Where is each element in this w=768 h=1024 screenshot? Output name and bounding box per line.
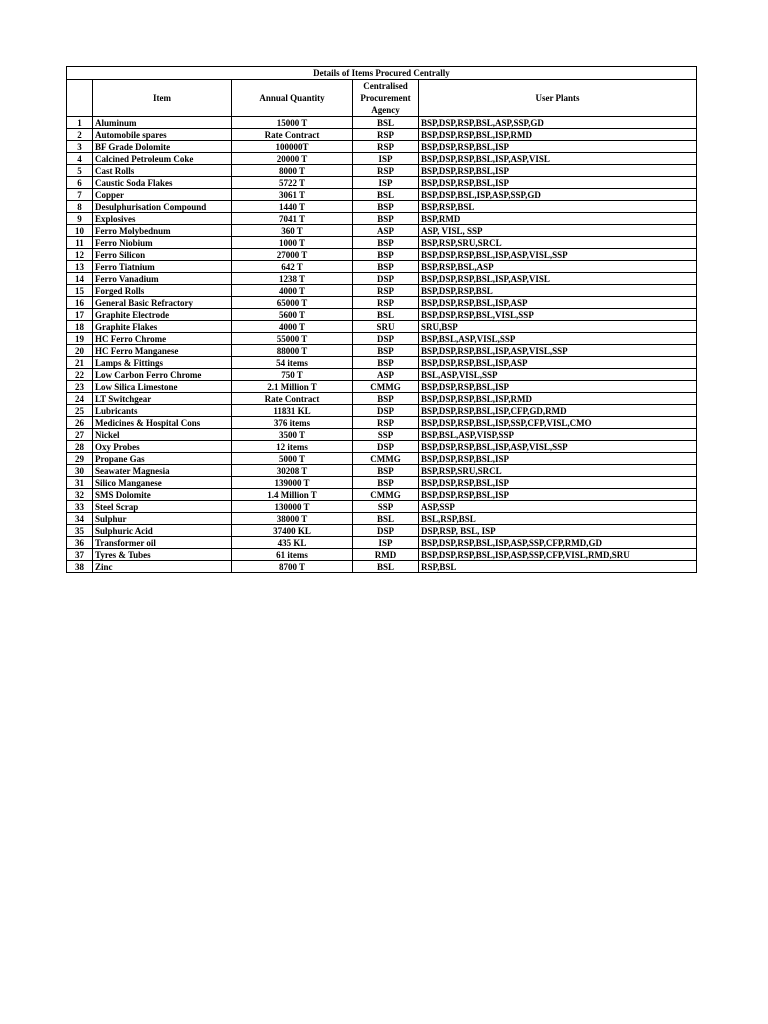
table-row <box>67 561 697 573</box>
procurement-agency: BSP <box>353 261 419 273</box>
user-plants: BSP,DSP,RSP,BSL,ISP,ASP,VISL,SSP <box>419 441 697 453</box>
annual-quantity: 1.4 Million T <box>232 489 353 501</box>
user-plants: BSP,DSP,RSP,BSL,ISP,SSP,CFP,VISL,CMO <box>419 417 697 429</box>
row-number: 22 <box>67 369 93 381</box>
item-name: Ferro Niobium <box>93 237 232 249</box>
row-number: 38 <box>67 561 93 573</box>
annual-quantity: 1000 T <box>232 237 353 249</box>
annual-quantity: 30208 T <box>232 465 353 477</box>
item-name: Ferro Vanadium <box>93 273 232 285</box>
item-name: Low Carbon Ferro Chrome <box>93 369 232 381</box>
user-plants: BSP,DSP,RSP,BSL,ISP,RMD <box>419 129 697 141</box>
annual-quantity: 15000 T <box>232 117 353 129</box>
annual-quantity: 376 items <box>232 417 353 429</box>
table-row <box>67 537 697 549</box>
table-row <box>67 333 697 345</box>
procurement-agency: BSP <box>353 477 419 489</box>
row-number: 1 <box>67 117 93 129</box>
table-row <box>67 513 697 525</box>
item-name: Automobile spares <box>93 129 232 141</box>
table-row <box>67 153 697 165</box>
procurement-agency: BSP <box>353 345 419 357</box>
user-plants: BSP,DSP,RSP,BSL,VISL,SSP <box>419 309 697 321</box>
annual-quantity: 642 T <box>232 261 353 273</box>
annual-quantity: 4000 T <box>232 321 353 333</box>
table-row <box>67 273 697 285</box>
procurement-agency: RSP <box>353 285 419 297</box>
item-name: Calcined Petroleum Coke <box>93 153 232 165</box>
row-number: 30 <box>67 465 93 477</box>
procurement-agency: DSP <box>353 273 419 285</box>
procurement-agency: BSP <box>353 249 419 261</box>
item-name: Desulphurisation Compound <box>93 201 232 213</box>
procurement-agency: BSL <box>353 189 419 201</box>
row-number: 28 <box>67 441 93 453</box>
row-number: 34 <box>67 513 93 525</box>
procurement-table <box>66 66 697 573</box>
table-row <box>67 189 697 201</box>
user-plants: BSP,RSP,SRU,SRCL <box>419 465 697 477</box>
row-number: 25 <box>67 405 93 417</box>
procurement-agency: BSP <box>353 465 419 477</box>
item-name: BF Grade Dolomite <box>93 141 232 153</box>
table-row <box>67 177 697 189</box>
procurement-agency: RSP <box>353 165 419 177</box>
item-name: Tyres & Tubes <box>93 549 232 561</box>
item-name: HC Ferro Chrome <box>93 333 232 345</box>
procurement-agency: DSP <box>353 333 419 345</box>
table-title: Details of Items Procured Centrally <box>67 67 697 80</box>
row-number: 33 <box>67 501 93 513</box>
procurement-agency: ISP <box>353 177 419 189</box>
row-number: 3 <box>67 141 93 153</box>
table-row <box>67 117 697 129</box>
item-name: Forged Rolls <box>93 285 232 297</box>
annual-quantity: 750 T <box>232 369 353 381</box>
procurement-agency: BSP <box>353 393 419 405</box>
item-name: Sulphuric Acid <box>93 525 232 537</box>
procurement-agency: SSP <box>353 501 419 513</box>
user-plants: BSP,DSP,BSL,ISP,ASP,SSP,GD <box>419 189 697 201</box>
item-name: Zinc <box>93 561 232 573</box>
table-row <box>67 165 697 177</box>
table-body <box>67 117 697 573</box>
row-number: 36 <box>67 537 93 549</box>
user-plants: BSL,RSP,BSL <box>419 513 697 525</box>
header-agency: Centralised Procurement Agency <box>353 80 419 117</box>
row-number: 15 <box>67 285 93 297</box>
procurement-agency: RSP <box>353 129 419 141</box>
row-number: 37 <box>67 549 93 561</box>
annual-quantity: 11831 KL <box>232 405 353 417</box>
user-plants: BSL,ASP,VISL,SSP <box>419 369 697 381</box>
procurement-agency: DSP <box>353 525 419 537</box>
table-row <box>67 237 697 249</box>
table-row <box>67 201 697 213</box>
item-name: Graphite Electrode <box>93 309 232 321</box>
user-plants: BSP,DSP,RSP,BSL,ISP <box>419 141 697 153</box>
annual-quantity: 130000 T <box>232 501 353 513</box>
annual-quantity: 8700 T <box>232 561 353 573</box>
item-name: SMS Dolomite <box>93 489 232 501</box>
procurement-agency: BSP <box>353 213 419 225</box>
annual-quantity: 65000 T <box>232 297 353 309</box>
row-number: 17 <box>67 309 93 321</box>
table-row <box>67 225 697 237</box>
user-plants: BSP,DSP,RSP,BSL,ISP,ASP <box>419 357 697 369</box>
user-plants: SRU,BSP <box>419 321 697 333</box>
procurement-agency: ASP <box>353 225 419 237</box>
user-plants: BSP,DSP,RSP,BSL,ISP <box>419 477 697 489</box>
annual-quantity: 5722 T <box>232 177 353 189</box>
table-row <box>67 381 697 393</box>
row-number: 26 <box>67 417 93 429</box>
header-no <box>67 80 93 117</box>
annual-quantity: 37400 KL <box>232 525 353 537</box>
item-name: Sulphur <box>93 513 232 525</box>
annual-quantity: 38000 T <box>232 513 353 525</box>
procurement-agency: CMMG <box>353 453 419 465</box>
user-plants: ASP, VISL, SSP <box>419 225 697 237</box>
row-number: 20 <box>67 345 93 357</box>
procurement-agency: CMMG <box>353 489 419 501</box>
row-number: 11 <box>67 237 93 249</box>
table-row <box>67 369 697 381</box>
item-name: Copper <box>93 189 232 201</box>
procurement-agency: CMMG <box>353 381 419 393</box>
row-number: 18 <box>67 321 93 333</box>
annual-quantity: 139000 T <box>232 477 353 489</box>
row-number: 5 <box>67 165 93 177</box>
row-number: 23 <box>67 381 93 393</box>
annual-quantity: 100000T <box>232 141 353 153</box>
row-number: 9 <box>67 213 93 225</box>
user-plants: BSP,DSP,RSP,BSL,ISP <box>419 165 697 177</box>
table-row <box>67 501 697 513</box>
annual-quantity: 360 T <box>232 225 353 237</box>
annual-quantity: Rate Contract <box>232 129 353 141</box>
row-number: 12 <box>67 249 93 261</box>
annual-quantity: 54 items <box>232 357 353 369</box>
procurement-agency: RSP <box>353 297 419 309</box>
user-plants: ASP,SSP <box>419 501 697 513</box>
annual-quantity: 61 items <box>232 549 353 561</box>
user-plants: DSP,RSP, BSL, ISP <box>419 525 697 537</box>
user-plants: BSP,DSP,RSP,BSL,ISP,ASP <box>419 297 697 309</box>
row-number: 24 <box>67 393 93 405</box>
table-row <box>67 441 697 453</box>
user-plants: RSP,BSL <box>419 561 697 573</box>
user-plants: BSP,RSP,SRU,SRCL <box>419 237 697 249</box>
user-plants: BSP,DSP,RSP,BSL,ISP,CFP,GD,RMD <box>419 405 697 417</box>
row-number: 7 <box>67 189 93 201</box>
row-number: 29 <box>67 453 93 465</box>
procurement-agency: BSL <box>353 513 419 525</box>
item-name: Low Silica Limestone <box>93 381 232 393</box>
table-row <box>67 309 697 321</box>
item-name: Caustic Soda Flakes <box>93 177 232 189</box>
annual-quantity: 55000 T <box>232 333 353 345</box>
item-name: Silico Manganese <box>93 477 232 489</box>
item-name: Ferro Tiatnium <box>93 261 232 273</box>
procurement-agency: BSP <box>353 201 419 213</box>
table-row <box>67 261 697 273</box>
row-number: 4 <box>67 153 93 165</box>
annual-quantity: 8000 T <box>232 165 353 177</box>
item-name: Medicines & Hospital Cons <box>93 417 232 429</box>
annual-quantity: 5000 T <box>232 453 353 465</box>
annual-quantity: 27000 T <box>232 249 353 261</box>
table-row <box>67 393 697 405</box>
user-plants: BSP,DSP,RSP,BSL,ASP,SSP,GD <box>419 117 697 129</box>
procurement-agency: ASP <box>353 369 419 381</box>
user-plants: BSP,RSP,BSL <box>419 201 697 213</box>
user-plants: BSP,DSP,RSP,BSL,ISP <box>419 381 697 393</box>
procurement-agency: SRU <box>353 321 419 333</box>
item-name: Cast Rolls <box>93 165 232 177</box>
row-number: 16 <box>67 297 93 309</box>
item-name: Oxy Probes <box>93 441 232 453</box>
item-name: Nickel <box>93 429 232 441</box>
annual-quantity: 1238 T <box>232 273 353 285</box>
item-name: Graphite Flakes <box>93 321 232 333</box>
annual-quantity: Rate Contract <box>232 393 353 405</box>
procurement-agency: DSP <box>353 405 419 417</box>
row-number: 10 <box>67 225 93 237</box>
row-number: 19 <box>67 333 93 345</box>
user-plants: BSP,RSP,BSL,ASP <box>419 261 697 273</box>
table-row <box>67 345 697 357</box>
user-plants: BSP,DSP,RSP,BSL,ISP,ASP,SSP,CFP,VISL,RMD,SRU <box>419 549 697 561</box>
row-number: 2 <box>67 129 93 141</box>
user-plants: BSP,DSP,RSP,BSL,ISP,RMD <box>419 393 697 405</box>
item-name: Lamps & Fittings <box>93 357 232 369</box>
item-name: Lubricants <box>93 405 232 417</box>
item-name: Transformer oil <box>93 537 232 549</box>
procurement-agency: RSP <box>353 141 419 153</box>
user-plants: BSP,DSP,RSP,BSL,ISP,ASP,VISL,SSP <box>419 345 697 357</box>
procurement-agency: SSP <box>353 429 419 441</box>
user-plants: BSP,DSP,RSP,BSL,ISP,ASP,SSP,CFP,RMD,GD <box>419 537 697 549</box>
table-row <box>67 549 697 561</box>
item-name: Propane Gas <box>93 453 232 465</box>
item-name: Seawater Magnesia <box>93 465 232 477</box>
table-row <box>67 129 697 141</box>
item-name: Aluminum <box>93 117 232 129</box>
table-row <box>67 525 697 537</box>
table-row <box>67 285 697 297</box>
row-number: 21 <box>67 357 93 369</box>
annual-quantity: 5600 T <box>232 309 353 321</box>
procurement-agency: BSL <box>353 309 419 321</box>
table-row <box>67 321 697 333</box>
annual-quantity: 4000 T <box>232 285 353 297</box>
item-name: Explosives <box>93 213 232 225</box>
table-row <box>67 417 697 429</box>
procurement-agency: ISP <box>353 153 419 165</box>
table-row <box>67 453 697 465</box>
user-plants: BSP,DSP,RSP,BSL,ISP <box>419 489 697 501</box>
header-quantity: Annual Quantity <box>232 80 353 117</box>
row-number: 32 <box>67 489 93 501</box>
item-name: Ferro Silicon <box>93 249 232 261</box>
row-number: 31 <box>67 477 93 489</box>
procurement-agency: BSP <box>353 357 419 369</box>
user-plants: BSP,DSP,RSP,BSL,ISP,ASP,VISL <box>419 153 697 165</box>
procurement-agency: BSL <box>353 117 419 129</box>
procurement-agency: DSP <box>353 441 419 453</box>
row-number: 13 <box>67 261 93 273</box>
procurement-agency: BSL <box>353 561 419 573</box>
row-number: 35 <box>67 525 93 537</box>
table-row <box>67 249 697 261</box>
row-number: 8 <box>67 201 93 213</box>
procurement-agency: RMD <box>353 549 419 561</box>
user-plants: BSP,BSL,ASP,VISP,SSP <box>419 429 697 441</box>
annual-quantity: 2.1 Million T <box>232 381 353 393</box>
procurement-agency: RSP <box>353 417 419 429</box>
annual-quantity: 3061 T <box>232 189 353 201</box>
table-row <box>67 357 697 369</box>
table-row <box>67 213 697 225</box>
row-number: 27 <box>67 429 93 441</box>
item-name: General Basic Refractory <box>93 297 232 309</box>
table-row <box>67 477 697 489</box>
table-row <box>67 429 697 441</box>
user-plants: BSP,DSP,RSP,BSL,ISP <box>419 453 697 465</box>
annual-quantity: 435 KL <box>232 537 353 549</box>
row-number: 6 <box>67 177 93 189</box>
annual-quantity: 88000 T <box>232 345 353 357</box>
user-plants: BSP,RMD <box>419 213 697 225</box>
user-plants: BSP,BSL,ASP,VISL,SSP <box>419 333 697 345</box>
table-row <box>67 141 697 153</box>
item-name: Steel Scrap <box>93 501 232 513</box>
procurement-agency: ISP <box>353 537 419 549</box>
annual-quantity: 12 items <box>232 441 353 453</box>
table-row <box>67 489 697 501</box>
user-plants: BSP,DSP,RSP,BSL,ISP <box>419 177 697 189</box>
annual-quantity: 3500 T <box>232 429 353 441</box>
table-row <box>67 465 697 477</box>
annual-quantity: 1440 T <box>232 201 353 213</box>
user-plants: BSP,DSP,RSP,BSL,ISP,ASP,VISL <box>419 273 697 285</box>
header-user-plants: User Plants <box>419 80 697 117</box>
item-name: Ferro Molybednum <box>93 225 232 237</box>
user-plants: BSP,DSP,RSP,BSL <box>419 285 697 297</box>
header-item: Item <box>93 80 232 117</box>
item-name: LT Switchgear <box>93 393 232 405</box>
row-number: 14 <box>67 273 93 285</box>
user-plants: BSP,DSP,RSP,BSL,ISP,ASP,VISL,SSP <box>419 249 697 261</box>
table-row <box>67 297 697 309</box>
table-row <box>67 405 697 417</box>
annual-quantity: 7041 T <box>232 213 353 225</box>
annual-quantity: 20000 T <box>232 153 353 165</box>
item-name: HC Ferro Manganese <box>93 345 232 357</box>
procurement-agency: BSP <box>353 237 419 249</box>
